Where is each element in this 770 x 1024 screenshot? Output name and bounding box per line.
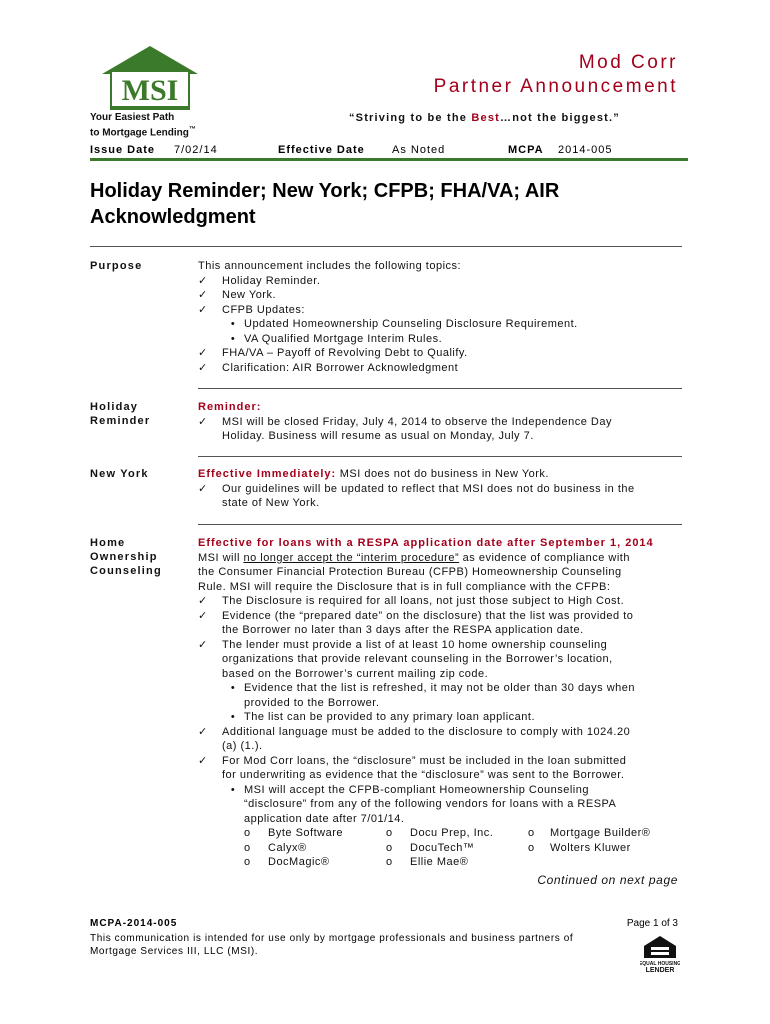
vendor-item: Wolters Kluwer (550, 841, 631, 854)
mcpa-label: MCPA (508, 144, 544, 156)
svg-text:EQUAL HOUSING: EQUAL HOUSING (640, 961, 680, 967)
counseling-label: Home Ownership Counseling (90, 537, 162, 577)
svg-text:LENDER: LENDER (645, 967, 675, 974)
section-divider (198, 524, 682, 525)
new-york-content: Effective Immediately: MSI does not do business in New York. ✓ Our guidelines will be updated to reflect that MSI does not do business in the state of New York. (198, 468, 635, 509)
holiday-label: Holiday Reminder (90, 401, 151, 427)
header-divider (90, 158, 688, 161)
effective-date-value: As Noted (392, 144, 446, 156)
purpose-label: Purpose (90, 260, 143, 272)
issue-date-label: Issue Date (90, 144, 156, 156)
holiday-content: Reminder: ✓ MSI will be closed Friday, July 4, 2014 to observe the Independence Day Holiday. Business will resume as usual on Monday, July 7. (198, 401, 612, 442)
section-divider (90, 246, 682, 247)
new-york-label: New York (90, 468, 149, 480)
svg-text:MSI: MSI (121, 74, 179, 107)
effective-date-label: Effective Date (278, 144, 365, 156)
motto: “Striving to be the Best…not the biggest.” (348, 112, 620, 124)
msi-logo (90, 42, 210, 112)
document-title: Holiday Reminder; New York; CFPB; FHA/VA; AIR Acknowledgment (90, 180, 560, 228)
vendor-item: Mortgage Builder® (550, 827, 651, 839)
equal-housing-lender-icon (640, 934, 680, 979)
counseling-content: Effective for loans with a RESPA application date after September 1, 2014 MSI will no longer accept the “interim procedure” as evidence of compliance with the Consumer Financial Protection Bureau (CFPB) Homeownership Counseling Rule. MSI will require the Disclosure that is in full compliance with the CFPB: ✓ The Disclosure is required for all loans, not just those subject to High Cost. ✓ Evidence (the “prepared date” on the disclosure) that the list was provided to the Borrower no later than 3 days after the RESPA application date. ✓ The lender must provide a list of at least 10 home ownership counseling organizations that provide relevant counseling in the Borrower’s location, based on the Borrower’s current mailing zip code. • Evidence that the list is refreshed, it may not be older than 30 days when provided to the Borrower. • The list can be provided to any primary loan applicant. ✓ Additional language must be added to the disclosure to comply with 1024.20 (a) (1.). ✓ For Mod Corr loans, the “disclosure” must be included in the loan submitted for underwriting as evidence that the “disclosure” was sent to the Borrower. • MSI will accept the CFPB-compliant Homeownership Counseling “disclosure” from any of the following vendors for loans with a RESPA application date after 7/01/14. o Byte Software o Docu Prep, Inc. o Mortgage Builder® o Calyx® o DocuTech™ o Wolters Kluwer o DocMagic® o Ellie Mae® (198, 536, 678, 870)
section-divider (198, 456, 682, 457)
issue-date-value: 7/02/14 (174, 144, 218, 156)
purpose-content: This announcement includes the following topics: ✓ Holiday Reminder. ✓ New York. ✓ CFPB Updates: • Updated Homeownership Counseling Disclosure Requirement. • VA Qualified Mortgage Interim Rules. ✓ FHA/VA – Payoff of Revolving Debt to Qualify. ✓ Clarification: AIR Borrower Acknowledgment (198, 260, 578, 374)
footer-code: MCPA-2014-005 (90, 918, 178, 929)
vendor-item: Ellie Mae® (410, 856, 469, 868)
footer-disclaimer: This communication is intended for use only by mortgage professionals and business partners of Mortgage Services III, LLC (MSI). (90, 933, 574, 957)
vendor-item: Calyx® (268, 841, 307, 854)
section-divider (198, 388, 682, 389)
vendor-item: DocMagic® (268, 856, 330, 868)
mcpa-value: 2014-005 (558, 144, 613, 156)
header-subtitle: Partner Announcement (433, 76, 678, 97)
vendor-item: DocuTech™ (410, 841, 475, 854)
header-title: Mod Corr (578, 52, 678, 73)
continued-note: Continued on next page (537, 873, 678, 887)
vendor-item: Byte Software (268, 827, 343, 839)
vendor-list: o Byte Software o Docu Prep, Inc. o Mortgage Builder® o Calyx® o DocuTech™ o Wolters Kluwer o DocMagic® o Ellie Mae® (244, 827, 651, 868)
page-number: Page 1 of 3 (626, 918, 678, 929)
logo-tagline: Your Easiest Path to Mortgage Lending™ (90, 112, 196, 139)
vendor-item: Docu Prep, Inc. (410, 827, 494, 839)
